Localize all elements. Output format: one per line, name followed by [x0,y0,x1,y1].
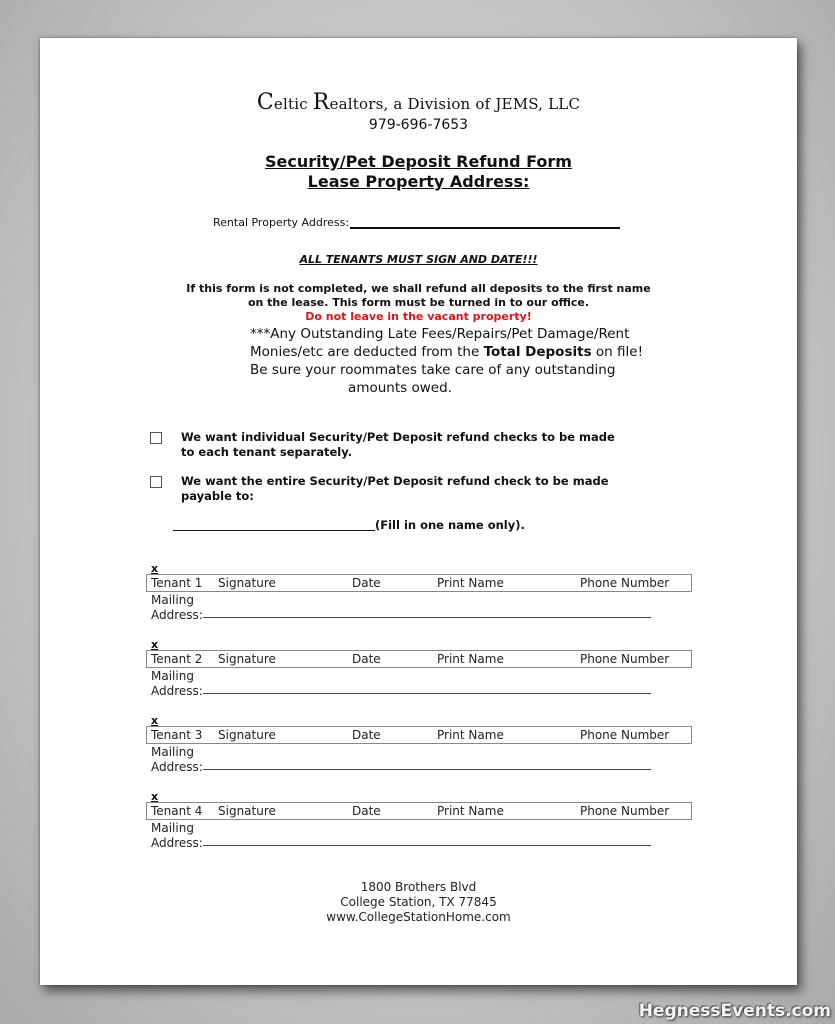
form-subtitle: Lease Property Address: [307,172,530,191]
signature-x-mark: x [151,638,159,651]
signature-x-mark: x [151,562,159,575]
print-name-label: Print Name [437,576,504,590]
mailing-address-row: Mailing Address: [151,593,651,623]
payee-name-field[interactable] [173,530,375,531]
mailing-address-row: Mailing Address: [151,821,651,851]
signature-label: Signature [218,576,276,590]
date-label: Date [352,576,381,590]
rental-address-field[interactable] [350,227,620,229]
print-name-label: Print Name [437,728,504,742]
tenant-signature-row[interactable] [146,574,692,592]
payee-row [173,518,525,532]
signature-label: Signature [218,652,276,666]
signature-x-mark: x [151,790,159,803]
mailing-address-row: Mailing Address: [151,745,651,775]
outstanding-fees-notice: ***Any Outstanding Late Fees/Repairs/Pet Damage/Rent Monies/etc are deducted from the Total Deposits on file! Be sure your roommates take care of any outstanding amounts owed. [250,326,643,396]
single-check-checkbox[interactable] [150,476,162,488]
phone-number-label: Phone Number [580,804,670,818]
tenant-label: Tenant 4 [151,804,203,818]
date-label: Date [352,728,381,742]
tenant-label: Tenant 1 [151,576,203,590]
all-tenants-notice: ALL TENANTS MUST SIGN AND DATE!!! [299,253,538,266]
rental-address-label: Rental Property Address: [213,216,350,229]
mailing-address-field[interactable] [203,693,651,694]
signature-label: Signature [218,804,276,818]
tenant-signature-row[interactable] [146,726,692,744]
individual-checks-checkbox[interactable] [150,432,162,444]
completion-notice: If this form is not completed, we shall refund all deposits to the first name on the lease. This form must be turned in to our office. Do not leave in the vacant property! [40,282,797,324]
tenant-signature-row[interactable] [146,802,692,820]
payee-instruction: (Fill in one name only). [375,518,525,532]
tenant-block-4 [146,790,692,850]
tenant-label: Tenant 3 [151,728,203,742]
tenant-block-2 [146,638,692,698]
phone-number-label: Phone Number [580,652,670,666]
print-name-label: Print Name [437,804,504,818]
option-individual-checks: We want individual Security/Pet Deposit refund checks to be made to each tenant separately. [150,430,615,460]
office-address [40,880,797,925]
office-website[interactable]: www.CollegeStationHome.com [326,910,511,924]
company-name: Celtic Realtors, a Division of JEMS, LLC [256,90,581,115]
tenant-block-3 [146,714,692,774]
option-single-check: We want the entire Security/Pet Deposit refund check to be made payable to: [150,474,609,504]
mailing-address-field[interactable] [203,617,651,618]
print-name-label: Print Name [437,652,504,666]
mailing-address-row: Mailing Address: [151,669,651,699]
rental-address-row [213,216,620,229]
company-phone: 979-696-7653 [368,117,469,133]
office-city: College Station, TX 77845 [340,895,497,909]
form-title: Security/Pet Deposit Refund Form [265,152,572,171]
tenant-block-1 [146,562,692,622]
mailing-address-field[interactable] [203,769,651,770]
vacant-property-warning: Do not leave in the vacant property! [305,310,532,323]
date-label: Date [352,804,381,818]
date-label: Date [352,652,381,666]
signature-label: Signature [218,728,276,742]
form-page [40,38,797,985]
mailing-address-field[interactable] [203,845,651,846]
phone-number-label: Phone Number [580,576,670,590]
tenant-label: Tenant 2 [151,652,203,666]
tenant-signature-row[interactable] [146,650,692,668]
watermark: HegnessEvents.com [638,1001,831,1021]
signature-x-mark: x [151,714,159,727]
office-street: 1800 Brothers Blvd [360,880,477,894]
phone-number-label: Phone Number [580,728,670,742]
